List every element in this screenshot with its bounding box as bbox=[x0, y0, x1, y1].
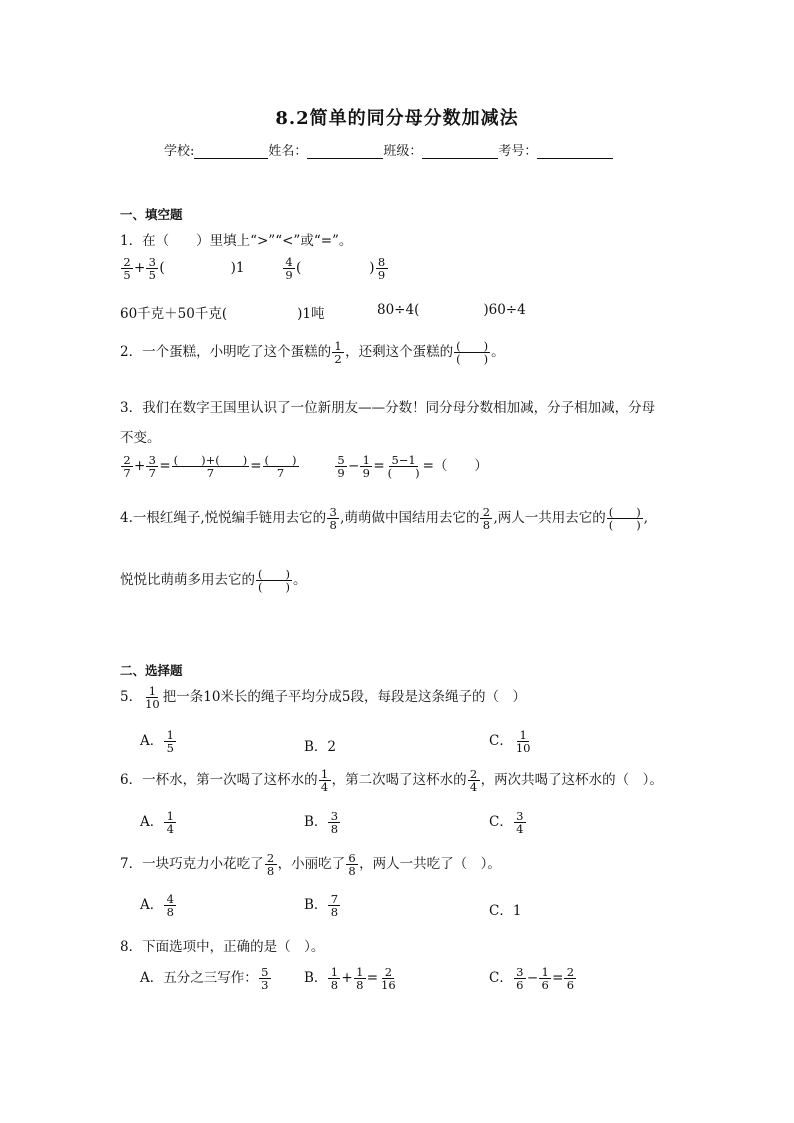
name-label: 姓名： bbox=[268, 144, 308, 159]
q6-option-b[interactable]: B． $\frac{3}{8}$ bbox=[304, 810, 341, 835]
answer-fraction[interactable]: $\frac{( )}{7}$ bbox=[264, 453, 297, 481]
question-4-line-2: 悦悦比萌萌多用去它的 $\frac{( )}{( )}$ 。 bbox=[120, 567, 307, 595]
page-title: 8.2简单的同分母分数加减法 bbox=[275, 108, 519, 129]
school-label: 学校: bbox=[164, 144, 195, 159]
fraction: $\frac{7}{8}$ bbox=[328, 893, 340, 918]
name-field[interactable] bbox=[307, 146, 383, 159]
question-1-row-b: $\frac{4}{9}$ ( ) $\frac{8}{9}$ bbox=[282, 256, 389, 281]
question-1-stem: 1．在（ ）里填上“>”“<”或“=”。 bbox=[120, 233, 353, 249]
fraction: $\frac{8}{9}$ bbox=[376, 256, 388, 281]
q8-option-b[interactable]: B． $\frac{1}{8}$ + $\frac{1}{8}$ = $\frac{2}{16}$ bbox=[304, 965, 396, 993]
question-8: 8．下面选项中，正确的是（ ）。 bbox=[120, 939, 325, 955]
answer-fraction[interactable]: $\frac{( )+( )}{7}$ bbox=[173, 453, 248, 481]
fraction: $\frac{4}{8}$ bbox=[164, 893, 176, 918]
exam-number-field[interactable] bbox=[537, 146, 613, 159]
fraction: $\frac{6}{8}$ bbox=[346, 852, 358, 877]
school-field[interactable] bbox=[194, 146, 268, 159]
fraction: $\frac{5}{9}$ bbox=[335, 454, 347, 479]
q7-option-a[interactable]: A． $\frac{4}{8}$ bbox=[140, 893, 177, 918]
fraction: $\frac{3}{6}$ bbox=[514, 966, 526, 991]
fraction: $\frac{2}{7}$ bbox=[121, 454, 133, 479]
fraction: $\frac{1}{8}$ bbox=[354, 966, 366, 991]
q6-option-c[interactable]: C． $\frac{3}{4}$ bbox=[489, 810, 527, 835]
fraction: $\frac{1}{6}$ bbox=[539, 966, 551, 991]
fraction: $\frac{3}{4}$ bbox=[514, 810, 526, 835]
question-1-row-c: 60千克＋50千克( )1吨 bbox=[120, 306, 325, 322]
answer-fraction[interactable]: $\frac{5-1}{( )}$ bbox=[387, 453, 420, 481]
q7-option-b[interactable]: B． $\frac{7}{8}$ bbox=[304, 893, 341, 918]
answer-fraction[interactable]: $\frac{( )}{( )}$ bbox=[258, 567, 290, 595]
section-heading-choice: 二、选择题 bbox=[120, 663, 183, 678]
fraction: $\frac{2}{6}$ bbox=[564, 966, 576, 991]
q6-option-a[interactable]: A． $\frac{1}{4}$ bbox=[140, 810, 177, 835]
answer-blank[interactable]: （ ） bbox=[433, 458, 488, 475]
q5-option-b[interactable]: B．2 bbox=[304, 739, 337, 755]
class-field[interactable] bbox=[422, 146, 498, 159]
answer-fraction[interactable]: $\frac{( )}{( )}$ bbox=[456, 339, 489, 367]
q8-option-a[interactable]: A．五分之三写作： $\frac{5}{3}$ bbox=[140, 966, 272, 991]
section-heading-fill: 一、填空题 bbox=[120, 207, 183, 222]
question-3-expr-1: $\frac{2}{7}$ + $\frac{3}{7}$ = $\frac{( )+( )}{7}$ = $\frac{( )}{7}$ bbox=[120, 454, 300, 479]
fraction: $\frac{1}{4}$ bbox=[319, 768, 331, 793]
fraction: $\frac{2}{8}$ bbox=[480, 506, 492, 531]
fraction: $\frac{2}{8}$ bbox=[265, 852, 277, 877]
question-1-row-a: $\frac{2}{5}$ + $\frac{3}{5}$ ( )1 bbox=[120, 256, 244, 281]
fraction: $\frac{5}{3}$ bbox=[259, 966, 271, 991]
q7-option-c[interactable]: C．1 bbox=[489, 903, 522, 919]
fraction: $\frac{1}{9}$ bbox=[360, 454, 372, 479]
fraction: $\frac{1}{2}$ bbox=[332, 340, 344, 365]
question-6: 6．一杯水，第一次喝了这杯水的 $\frac{1}{4}$ ，第二次喝了这杯水的 $\frac{2}{4}$ ，两次共喝了这杯水的（ ）。 bbox=[120, 767, 663, 795]
question-7: 7．一块巧克力小花吃了 $\frac{2}{8}$ ，小丽吃了 $\frac{6}{8}$ ，两人一共吃了（ ）。 bbox=[120, 851, 501, 879]
fraction: $\frac{3}{8}$ bbox=[328, 810, 340, 835]
q5-option-a[interactable]: A． $\frac{1}{5}$ bbox=[140, 729, 177, 754]
question-3-expr-2: $\frac{5}{9}$ − $\frac{1}{9}$ = $\frac{5-1}{( )}$ =（ ） bbox=[334, 454, 488, 479]
question-5: 5． $\frac{1}{10}$ 把一条10米长的绳子平均分成5段，每段是这条绳子的（ ） bbox=[120, 684, 527, 712]
q5-option-c[interactable]: C． $\frac{1}{10}$ bbox=[489, 728, 531, 756]
question-4-line-1: 4.一根红绳子,悦悦编手链用去它的 $\frac{3}{8}$ ,萌萌做中国结用去它的 $\frac{2}{8}$ ,两人一共用去它的 $\frac{( )}{( )}$ , bbox=[120, 505, 649, 533]
fraction: $\frac{3}{8}$ bbox=[327, 506, 339, 531]
class-label: 班级： bbox=[383, 144, 423, 159]
fraction: $\frac{3}{5}$ bbox=[146, 256, 158, 281]
fraction: $\frac{2}{16}$ bbox=[381, 965, 396, 993]
exam-label: 考号： bbox=[498, 144, 538, 159]
question-3-line-2: 不变。 bbox=[120, 430, 161, 446]
fraction: $\frac{1}{8}$ bbox=[328, 966, 340, 991]
fraction: $\frac{1}{4}$ bbox=[164, 810, 176, 835]
answer-fraction[interactable]: $\frac{( )}{( )}$ bbox=[608, 505, 641, 533]
question-2: 2．一个蛋糕，小明吃了这个蛋糕的 $\frac{1}{2}$ ，还剩这个蛋糕的 $\frac{( )}{( )}$ 。 bbox=[120, 339, 505, 367]
fraction: $\frac{3}{7}$ bbox=[146, 454, 158, 479]
fraction: $\frac{2}{5}$ bbox=[121, 256, 133, 281]
fraction: $\frac{1}{5}$ bbox=[164, 729, 176, 754]
question-3-line-1: 3．我们在数字王国里认识了一位新朋友——分数！同分母分数相加减，分子相加减，分母 bbox=[120, 400, 656, 416]
fraction: $\frac{2}{4}$ bbox=[468, 768, 480, 793]
fraction: $\frac{1}{10}$ bbox=[515, 728, 531, 756]
info-line bbox=[164, 140, 613, 159]
fraction: $\frac{4}{9}$ bbox=[283, 256, 295, 281]
question-1-row-d: 80÷4( )60÷4 bbox=[377, 302, 526, 318]
fraction: $\frac{1}{10}$ bbox=[145, 684, 160, 712]
q8-option-c[interactable]: C． $\frac{3}{6}$ − $\frac{1}{6}$ = $\frac{2}{6}$ bbox=[489, 966, 577, 991]
